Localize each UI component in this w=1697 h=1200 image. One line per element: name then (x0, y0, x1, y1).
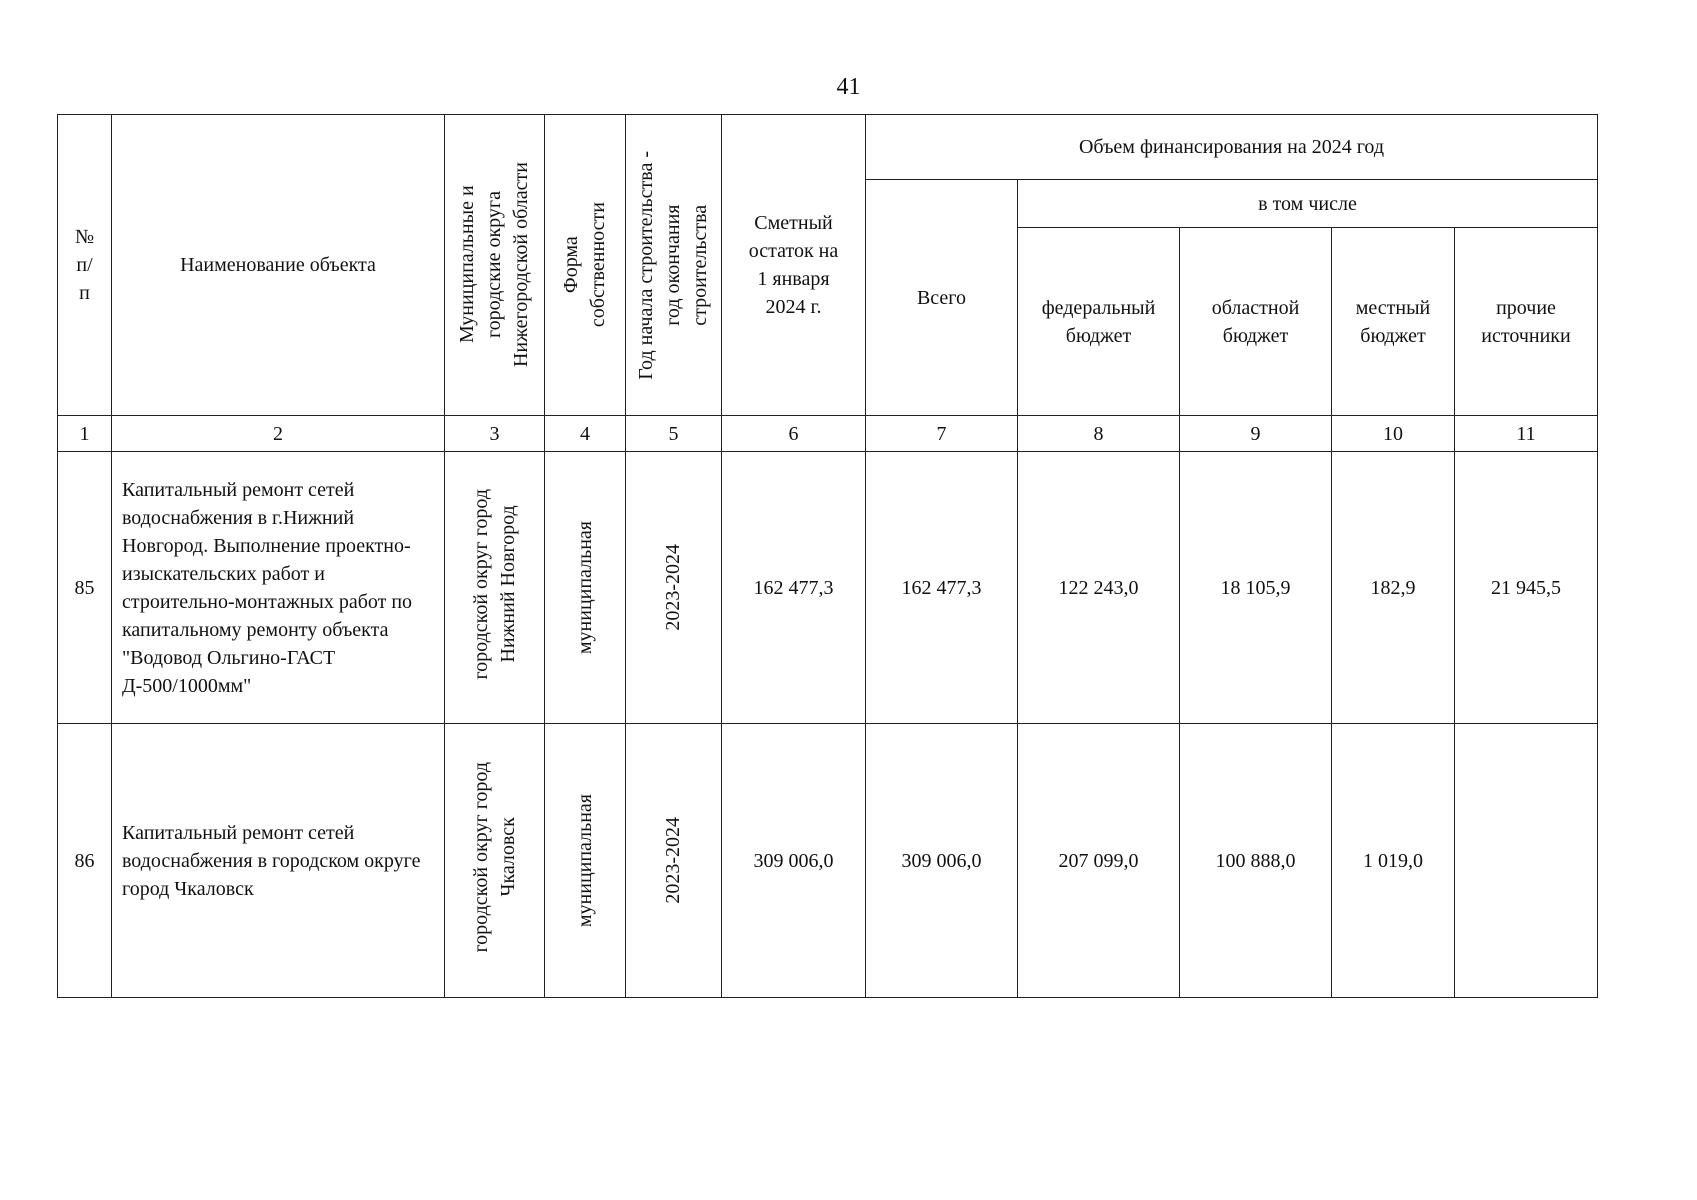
header-federal: федеральный бюджет (1018, 228, 1180, 416)
row-ownership (545, 452, 626, 724)
col-num: 8 (1018, 416, 1180, 452)
row-name: Капитальный ремонт сетей водоснабжения в городском округе город Чкаловск (112, 724, 445, 998)
header-ownership-text: Форма собственности (560, 202, 609, 328)
row-other: 21 945,5 (1455, 452, 1598, 724)
row-no: 86 (58, 724, 112, 998)
row-balance: 162 477,3 (722, 452, 866, 724)
row-other (1455, 724, 1598, 998)
header-regional: областной бюджет (1180, 228, 1332, 416)
header-including: в том числе (1018, 180, 1598, 228)
row-municipal-text: городской округ город Чкаловск (469, 762, 519, 953)
col-num: 7 (866, 416, 1018, 452)
header-funding: Объем финансирования на 2024 год (866, 115, 1598, 180)
header-municipal-text: Муниципальные и городские округа Нижегородской области (456, 162, 532, 368)
row-years-text: 2023-2024 (662, 544, 684, 631)
header-no: № п/ п (58, 115, 112, 416)
col-num: 1 (58, 416, 112, 452)
row-ownership-text: муниципальная (573, 520, 596, 655)
header-total: Всего (866, 180, 1018, 416)
col-num: 5 (626, 416, 722, 452)
header-balance: Сметный остаток на 1 января 2024 г. (722, 115, 866, 416)
table-row (58, 452, 1598, 724)
row-years (626, 452, 722, 724)
row-local: 182,9 (1332, 452, 1455, 724)
row-federal: 207 099,0 (1018, 724, 1180, 998)
row-municipal-text: городской округ город Нижний Новгород (469, 489, 519, 680)
table-row (58, 724, 1598, 998)
row-regional: 18 105,9 (1180, 452, 1332, 724)
header-name: Наименование объекта (112, 115, 445, 416)
row-ownership-text: муниципальная (573, 793, 596, 928)
row-balance: 309 006,0 (722, 724, 866, 998)
row-years (626, 724, 722, 998)
header-local: местный бюджет (1332, 228, 1455, 416)
row-total: 309 006,0 (866, 724, 1018, 998)
header-municipal (445, 115, 545, 416)
col-num: 9 (1180, 416, 1332, 452)
row-total: 162 477,3 (866, 452, 1018, 724)
col-num: 4 (545, 416, 626, 452)
financing-table (57, 114, 1598, 998)
col-num: 6 (722, 416, 866, 452)
row-ownership (545, 724, 626, 998)
row-federal: 122 243,0 (1018, 452, 1180, 724)
header-other: прочие источники (1455, 228, 1598, 416)
row-local: 1 019,0 (1332, 724, 1455, 998)
row-no: 85 (58, 452, 112, 724)
page-number: 41 (836, 74, 861, 100)
col-num: 2 (112, 416, 445, 452)
column-numbers-row (58, 416, 1598, 452)
row-municipal (445, 724, 545, 998)
header-years (626, 115, 722, 416)
header-row-1 (58, 115, 1598, 180)
row-municipal (445, 452, 545, 724)
row-name: Капитальный ремонт сетей водоснабжения в г.Нижний Новгород. Выполнение проектно-изыскательских работ и строительно-монтажных работ по капитальному ремонту объекта "Водовод Ольгино-ГАСТ Д-500/1000мм" (112, 452, 445, 724)
col-num: 10 (1332, 416, 1455, 452)
col-num: 11 (1455, 416, 1598, 452)
header-years-text: Год начала строительства - год окончания строительства (635, 150, 711, 380)
row-years-text: 2023-2024 (662, 817, 684, 904)
header-ownership (545, 115, 626, 416)
row-regional: 100 888,0 (1180, 724, 1332, 998)
col-num: 3 (445, 416, 545, 452)
